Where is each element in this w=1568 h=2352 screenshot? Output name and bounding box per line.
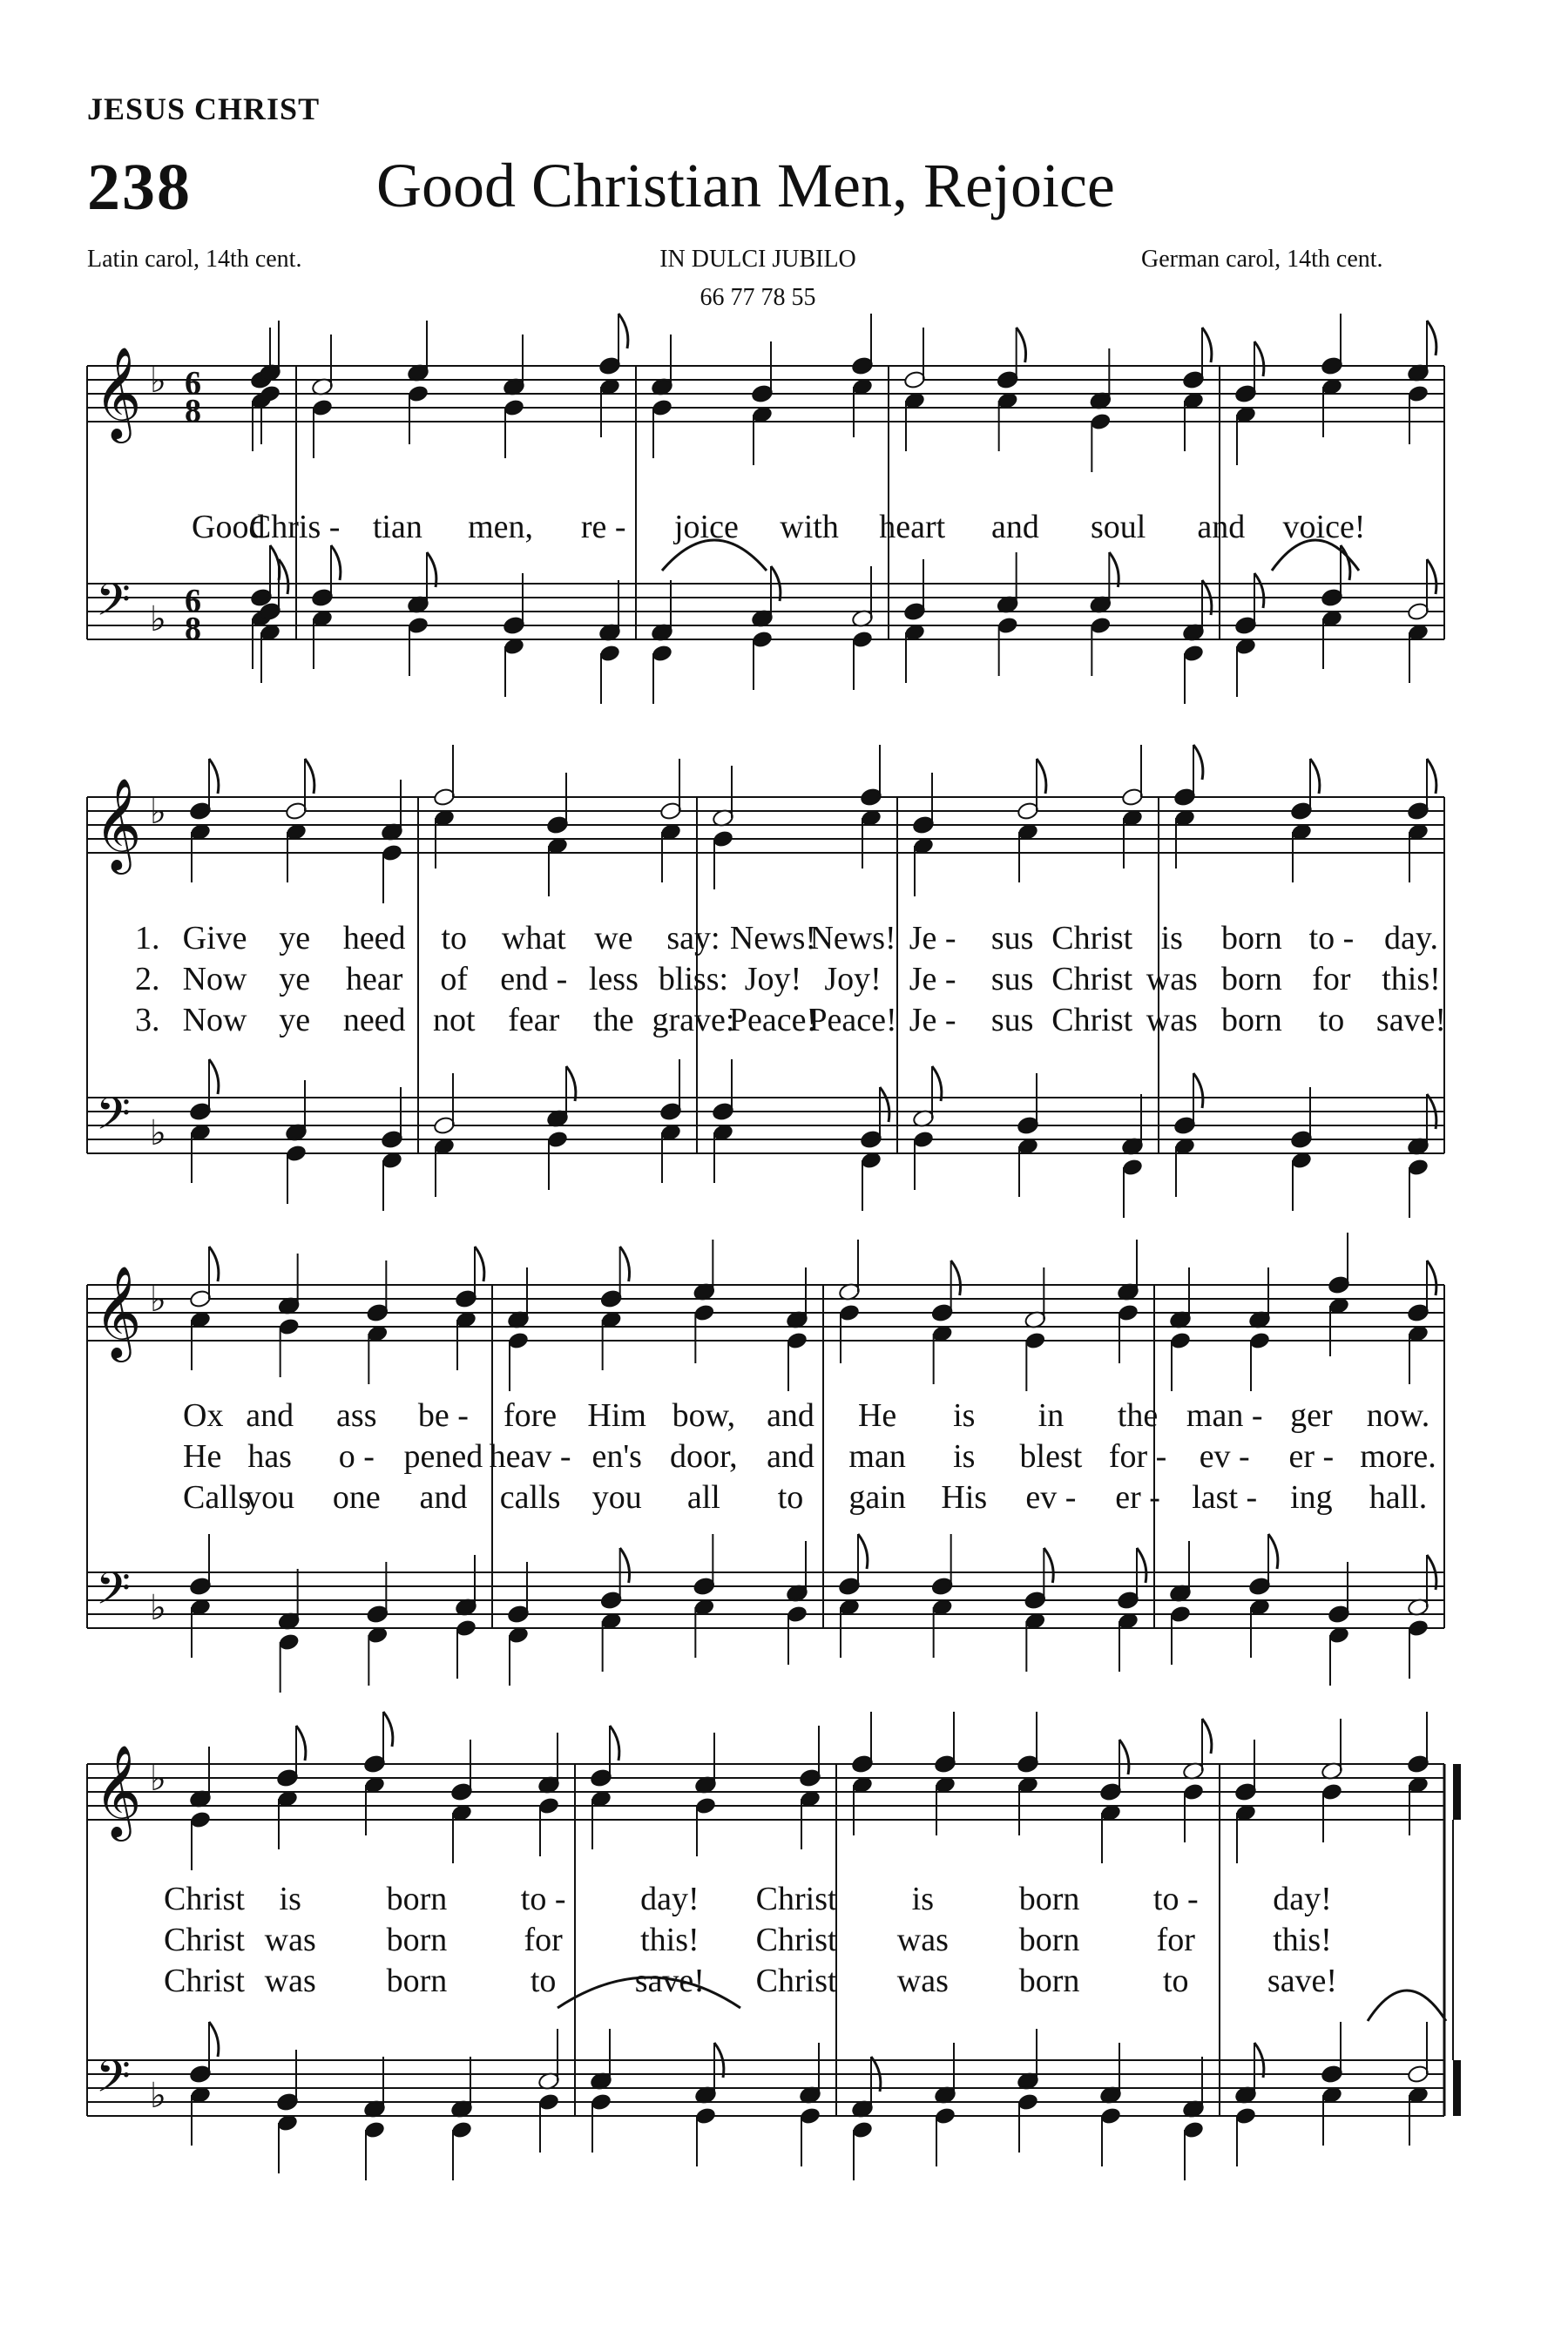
lyric-syllable: hear xyxy=(345,961,403,997)
bass-staff xyxy=(87,1098,1444,1153)
lyric-syllable: ger xyxy=(1290,1397,1333,1434)
slur xyxy=(1368,1990,1446,2021)
lyric-syllable: bow, xyxy=(672,1397,736,1434)
note-flag xyxy=(620,1247,630,1281)
lyric-syllable: men, xyxy=(468,509,534,545)
time-signature-numerator: 6 xyxy=(185,365,201,402)
lyric-syllable: and xyxy=(419,1479,468,1516)
treble-clef: 𝄞 xyxy=(94,1744,142,1837)
note-flag xyxy=(427,552,436,587)
flat-key-signature: ♭ xyxy=(150,1113,166,1153)
note-flag xyxy=(1193,745,1203,780)
lyric-syllable: re - xyxy=(580,509,626,545)
lyric-syllable: sus xyxy=(990,1002,1034,1038)
lyric-syllable: Ox xyxy=(183,1397,224,1434)
lyric-syllable: Christ xyxy=(164,1922,245,1958)
lyric-syllable: you xyxy=(591,1479,642,1516)
lyric-syllable: ing xyxy=(1290,1479,1333,1516)
lyric-syllable: Joy! xyxy=(824,961,882,997)
lyric-syllable: Christ xyxy=(755,1963,837,1999)
lyric-syllable: need xyxy=(342,1002,406,1038)
flat-key-signature: ♭ xyxy=(150,1280,166,1320)
lyric-syllable: in xyxy=(1037,1397,1064,1434)
lyric-syllable: His xyxy=(941,1479,988,1516)
lyric-syllable: save! xyxy=(1375,1002,1447,1038)
lyric-syllable: was xyxy=(1146,1002,1198,1038)
note-flag xyxy=(209,759,219,794)
lyric-syllable: sus xyxy=(990,961,1034,997)
lyric-syllable: ev - xyxy=(1199,1438,1250,1475)
lyric-syllable: all xyxy=(686,1479,720,1516)
lyric-syllable: He xyxy=(857,1397,897,1434)
lyrics xyxy=(135,509,1446,1999)
bass-clef: 𝄢 xyxy=(96,2050,131,2113)
lyric-syllable: Christ xyxy=(164,1881,245,1917)
final-barline xyxy=(1453,1764,1461,1820)
lyric-syllable: hall. xyxy=(1369,1479,1428,1516)
lyric-syllable: Joy! xyxy=(744,961,802,997)
lyric-syllable: is xyxy=(953,1438,976,1475)
lyric-syllable: heav - xyxy=(489,1438,571,1475)
lyric-syllable: News! xyxy=(729,920,817,956)
lyric-syllable: ye xyxy=(279,920,311,956)
note-flag xyxy=(951,1260,961,1295)
lyric-syllable: this! xyxy=(640,1922,700,1958)
lyric-syllable: man xyxy=(848,1438,906,1475)
note-flag xyxy=(1119,1740,1129,1774)
lyric-syllable: end - xyxy=(500,961,568,997)
lyric-syllable: day. xyxy=(1384,920,1438,956)
lyric-syllable: He xyxy=(183,1438,222,1475)
flat-key-signature: ♭ xyxy=(150,361,166,401)
note-flag xyxy=(880,1087,889,1122)
lyric-syllable: less xyxy=(588,961,639,997)
lyric-syllable: has xyxy=(247,1438,292,1475)
note-flag xyxy=(618,314,628,348)
lyric-syllable: joice xyxy=(673,509,739,545)
lyric-syllable: heart xyxy=(879,509,946,545)
flat-key-signature: ♭ xyxy=(150,792,166,832)
lyric-syllable: you xyxy=(245,1479,295,1516)
lyric-syllable: this! xyxy=(1273,1922,1332,1958)
lyric-syllable: Je - xyxy=(909,920,956,956)
lyric-syllable: was xyxy=(1146,961,1198,997)
time-signature-numerator: 6 xyxy=(185,583,201,619)
note-flag xyxy=(1254,341,1264,376)
lyric-syllable: one xyxy=(332,1479,381,1516)
lyric-syllable: is xyxy=(279,1881,301,1917)
note-flag xyxy=(1427,1260,1436,1295)
lyric-syllable: Peace! xyxy=(728,1002,818,1038)
lyric-syllable: born xyxy=(1221,961,1282,997)
lyric-syllable: Christ xyxy=(164,1963,245,1999)
lyric-syllable: for - xyxy=(1108,1438,1167,1475)
note-flag xyxy=(566,1066,576,1101)
lyric-syllable: Je - xyxy=(909,1002,956,1038)
lyric-syllable: Je - xyxy=(909,961,956,997)
note-flag xyxy=(932,1066,942,1101)
lyric-syllable: Give xyxy=(182,920,247,956)
note-flag xyxy=(305,759,314,794)
lyric-syllable: door, xyxy=(670,1438,738,1475)
lyric-syllable: Christ xyxy=(755,1922,837,1958)
bass-clef: 𝄢 xyxy=(96,573,131,637)
lyric-syllable: Christ xyxy=(1051,961,1133,997)
lyric-syllable: ass xyxy=(336,1397,377,1434)
lyric-syllable: for xyxy=(1312,961,1351,997)
note-flag xyxy=(620,1548,630,1583)
lyric-syllable: and xyxy=(246,1397,294,1434)
lyric-syllable: was xyxy=(896,1922,949,1958)
note-flag xyxy=(1044,1548,1053,1583)
lyric-syllable: pened xyxy=(403,1438,483,1475)
lyric-syllable: bliss: xyxy=(658,961,729,997)
lyric-syllable: Calls xyxy=(183,1479,252,1516)
hymn-number: 238 xyxy=(87,151,192,224)
lyric-syllable: fear xyxy=(508,1002,560,1038)
note-flag xyxy=(1427,759,1436,794)
lyric-syllable: man - xyxy=(1186,1397,1263,1434)
note-flag xyxy=(1427,559,1436,594)
lyric-syllable: born xyxy=(1221,920,1282,956)
note-flag xyxy=(1202,1719,1212,1754)
lyric-syllable: grave: xyxy=(652,1002,735,1038)
lyric-syllable: Christ xyxy=(1051,920,1133,956)
lyric-syllable: gain xyxy=(848,1479,906,1516)
lyric-syllable: born xyxy=(1018,1922,1080,1958)
lyric-syllable: born xyxy=(1221,1002,1282,1038)
note-flag xyxy=(1109,552,1119,587)
lyric-syllable: is xyxy=(953,1397,976,1434)
hymn-title: Good Christian Men, Rejoice xyxy=(376,151,1115,220)
lyric-syllable: of xyxy=(440,961,469,997)
lyric-syllable: Good xyxy=(192,509,266,545)
treble-clef: 𝄞 xyxy=(94,346,142,439)
note-flag xyxy=(209,1247,219,1281)
final-barline xyxy=(1453,2060,1461,2116)
note-flag xyxy=(1193,1073,1203,1108)
note-flag xyxy=(1268,1534,1278,1569)
lyric-syllable: save! xyxy=(634,1963,705,1999)
note-flag xyxy=(331,545,341,580)
lyric-syllable: day! xyxy=(1273,1881,1332,1917)
lyric-syllable: to - xyxy=(1308,920,1355,956)
lyric-syllable: and xyxy=(767,1438,814,1475)
lyric-syllable: for xyxy=(1156,1922,1195,1958)
lyric-syllable: er - xyxy=(1288,1438,1335,1475)
lyric-syllable: 2. xyxy=(135,961,160,997)
note-flag xyxy=(296,1726,306,1761)
lyric-syllable: Christ xyxy=(1051,1002,1133,1038)
lyric-syllable: the xyxy=(593,1002,634,1038)
lyric-syllable: born xyxy=(1018,1963,1080,1999)
note-flag xyxy=(858,1534,868,1569)
lyric-syllable: now. xyxy=(1366,1397,1430,1434)
lyric-syllable: ye xyxy=(279,1002,311,1038)
bass-clef: 𝄢 xyxy=(96,1087,131,1151)
tune-name: IN DULCI JUBILO xyxy=(659,246,856,273)
note-flag xyxy=(1310,759,1320,794)
lyric-syllable: voice! xyxy=(1282,509,1366,545)
note-flag xyxy=(1427,321,1436,355)
flat-key-signature: ♭ xyxy=(150,2076,166,2116)
lyric-syllable: to xyxy=(1318,1002,1345,1038)
lyric-syllable: we xyxy=(594,920,633,956)
lyric-syllable: to xyxy=(441,920,468,956)
lyric-syllable: to xyxy=(530,1963,557,1999)
lyric-syllable: sus xyxy=(990,920,1034,956)
lyric-syllable: save! xyxy=(1267,1963,1338,1999)
lyric-syllable: was xyxy=(264,1963,316,1999)
lyric-syllable: with xyxy=(780,509,839,545)
lyric-syllable: last - xyxy=(1192,1479,1258,1516)
time-signature-denominator: 8 xyxy=(185,393,201,429)
flat-key-signature: ♭ xyxy=(150,599,166,639)
music-credit: German carol, 14th cent. xyxy=(1141,246,1383,273)
meter: 66 77 78 55 xyxy=(700,284,816,311)
lyric-syllable: er - xyxy=(1115,1479,1160,1516)
note-flag xyxy=(209,1059,219,1094)
lyric-syllable: calls xyxy=(499,1479,561,1516)
lyric-syllable: more. xyxy=(1360,1438,1436,1475)
flat-key-signature: ♭ xyxy=(150,1588,166,1628)
note-flag xyxy=(1202,328,1212,362)
lyric-syllable: what xyxy=(501,920,566,956)
lyric-syllable: to - xyxy=(1152,1881,1199,1917)
lyric-syllable: Christ xyxy=(755,1881,837,1917)
lyric-syllable: Now xyxy=(182,961,247,997)
lyric-syllable: blest xyxy=(1019,1438,1083,1475)
lyric-syllable: and xyxy=(991,509,1039,545)
lyric-syllable: say: xyxy=(666,920,720,956)
lyric-syllable: and xyxy=(1197,509,1246,545)
lyric-syllable: was xyxy=(264,1922,316,1958)
bass-clef: 𝄢 xyxy=(96,1562,131,1625)
lyric-syllable: the xyxy=(1117,1397,1159,1434)
note-flag xyxy=(1254,573,1264,608)
lyric-syllable: ye xyxy=(279,961,311,997)
lyric-syllable: tian xyxy=(372,509,422,545)
lyric-syllable: is xyxy=(1160,920,1183,956)
lyric-syllable: born xyxy=(386,1963,448,1999)
note-flag xyxy=(1137,1548,1146,1583)
lyric-syllable: en's xyxy=(591,1438,642,1475)
lyric-syllable: to xyxy=(1162,1963,1189,1999)
lyric-syllable: to - xyxy=(520,1881,566,1917)
note-flag xyxy=(383,1712,393,1747)
note-flag xyxy=(475,1247,484,1281)
lyric-syllable: for xyxy=(524,1922,563,1958)
lyric-syllable: born xyxy=(386,1922,448,1958)
treble-clef: 𝄞 xyxy=(94,777,142,870)
lyric-syllable: to xyxy=(777,1479,804,1516)
treble-clef: 𝄞 xyxy=(94,1265,142,1358)
lyric-syllable: heed xyxy=(342,920,406,956)
lyric-syllable: born xyxy=(386,1881,448,1917)
lyric-syllable: Him xyxy=(587,1397,646,1434)
lyric-syllable: be - xyxy=(417,1397,469,1434)
lyric-syllable: this! xyxy=(1382,961,1441,997)
lyric-syllable: and xyxy=(767,1397,814,1434)
lyric-syllable: News! xyxy=(809,920,896,956)
lyric-syllable: 3. xyxy=(135,1002,160,1038)
note-flag xyxy=(209,2022,219,2057)
time-signature-denominator: 8 xyxy=(185,611,201,647)
lyric-syllable: o - xyxy=(338,1438,375,1475)
flat-key-signature: ♭ xyxy=(150,1759,166,1799)
text-credit: Latin carol, 14th cent. xyxy=(87,246,302,273)
note-flag xyxy=(610,1726,619,1761)
lyric-syllable: day! xyxy=(640,1881,700,1917)
lyric-syllable: 1. xyxy=(135,920,160,956)
lyric-syllable: Chris - xyxy=(248,509,341,545)
lyric-syllable: Peace! xyxy=(808,1002,897,1038)
lyric-syllable: was xyxy=(896,1963,949,1999)
lyric-syllable: soul xyxy=(1090,509,1146,545)
lyric-syllable: born xyxy=(1018,1881,1080,1917)
lyric-syllable: not xyxy=(432,1002,476,1038)
section-label: JESUS CHRIST xyxy=(87,91,321,126)
note-flag xyxy=(1037,759,1046,794)
lyric-syllable: Now xyxy=(182,1002,247,1038)
note-flag xyxy=(1017,328,1026,362)
lyric-syllable: fore xyxy=(503,1397,558,1434)
lyric-syllable: is xyxy=(911,1881,935,1917)
lyric-syllable: ev - xyxy=(1025,1479,1077,1516)
